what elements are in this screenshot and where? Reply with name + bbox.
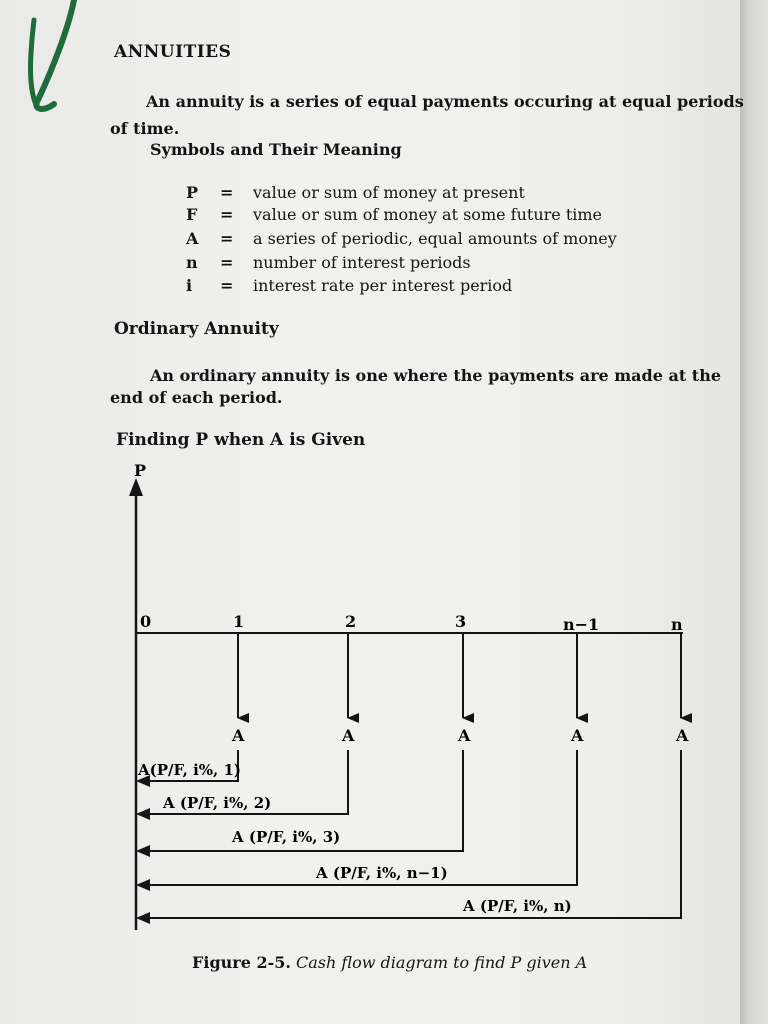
period-label-2: 2 bbox=[345, 612, 357, 631]
ordinary-definition-line-2: end of each period. bbox=[110, 388, 283, 407]
payment-label-3: A bbox=[458, 726, 471, 745]
discount-arrowhead-3 bbox=[136, 845, 150, 857]
period-label-n-minus-1: n−1 bbox=[563, 615, 600, 634]
equals-sign: = bbox=[220, 229, 234, 248]
figure-caption-label: Figure 2-5. bbox=[192, 953, 291, 972]
symbol-meaning: interest rate per interest period bbox=[253, 276, 513, 295]
figure-caption bbox=[192, 953, 587, 972]
ordinary-definition-line-1: An ordinary annuity is one where the payments are made at the bbox=[150, 366, 722, 385]
payment-label-2: A bbox=[342, 726, 355, 745]
period-label-n: n bbox=[671, 615, 683, 634]
factor-label-n-minus-1: A (P/F, i%, n−1) bbox=[316, 864, 448, 882]
symbol-meaning: value or sum of money at present bbox=[253, 183, 525, 202]
symbols-heading: Symbols and Their Meaning bbox=[150, 140, 402, 159]
symbol-letter: A bbox=[186, 229, 199, 248]
equals-sign: = bbox=[220, 276, 234, 295]
section-heading: ANNUITIES bbox=[114, 42, 232, 62]
period-label-3: 3 bbox=[455, 612, 467, 631]
figure-caption-text: Cash flow diagram to find P given A bbox=[296, 953, 588, 972]
equals-sign: = bbox=[220, 253, 234, 272]
equals-sign: = bbox=[220, 205, 234, 224]
symbol-meaning: value or sum of money at some future time bbox=[253, 205, 603, 224]
payment-label-1: A bbox=[232, 726, 245, 745]
p-axis-arrowhead bbox=[129, 478, 143, 496]
page-edge bbox=[740, 0, 768, 1024]
definition-line-2: of time. bbox=[110, 119, 180, 138]
symbol-letter: P bbox=[186, 183, 199, 202]
p-axis-label: P bbox=[134, 461, 147, 480]
payment-label-n-minus-1: A bbox=[571, 726, 584, 745]
factor-label-3: A (P/F, i%, 3) bbox=[232, 828, 341, 846]
payment-label-n: A bbox=[676, 726, 689, 745]
factor-label-2: A (P/F, i%, 2) bbox=[163, 794, 272, 812]
symbol-meaning: number of interest periods bbox=[253, 253, 471, 272]
definition-line-1: An annuity is a series of equal payments occuring at equal periods bbox=[146, 92, 744, 111]
discount-arrowhead-2 bbox=[136, 808, 150, 820]
symbol-letter: n bbox=[186, 253, 198, 272]
symbol-meaning: a series of periodic, equal amounts of money bbox=[253, 229, 617, 248]
period-label-0: 0 bbox=[140, 612, 152, 631]
ordinary-annuity-heading: Ordinary Annuity bbox=[114, 319, 279, 339]
factor-label-n: A (P/F, i%, n) bbox=[463, 897, 572, 915]
equals-sign: = bbox=[220, 183, 234, 202]
period-label-1: 1 bbox=[233, 612, 245, 631]
symbol-letter: F bbox=[186, 205, 198, 224]
finding-p-heading: Finding P when A is Given bbox=[116, 430, 366, 450]
discount-arrowhead-n-minus-1 bbox=[136, 879, 150, 891]
symbol-letter: i bbox=[186, 276, 193, 295]
factor-label-1: A(P/F, i%, 1) bbox=[138, 761, 242, 779]
discount-arrowhead-n bbox=[136, 912, 150, 924]
